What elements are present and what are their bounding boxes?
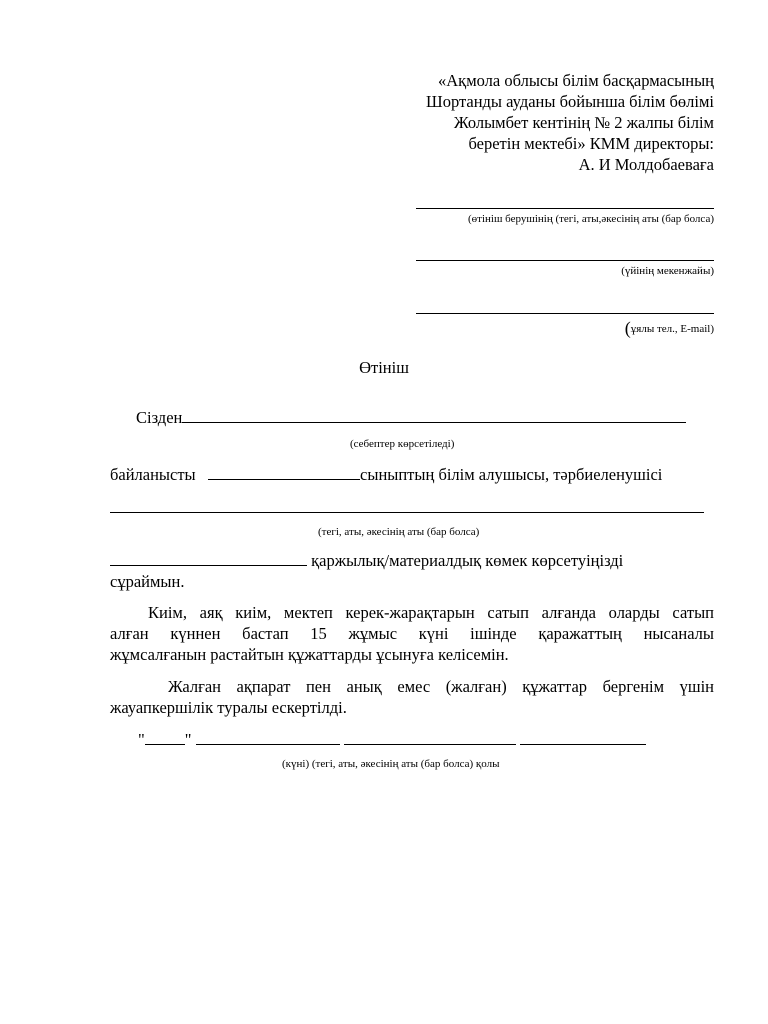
phone-caption-text: ұялы тел., E-mail) — [630, 323, 714, 335]
signature-line[interactable] — [520, 730, 646, 745]
document-title: Өтініш — [359, 358, 409, 377]
para2-line-2: жауапкершілік туралы ескертілді. — [110, 698, 347, 717]
applicant-name-caption: (өтініш берушінің (тегі, аты,әкесінің аты (бар болса) — [467, 213, 714, 225]
request-text: сұраймын. — [110, 572, 185, 591]
reason-line[interactable] — [182, 408, 686, 423]
from-label: Сізден — [136, 408, 183, 427]
phone-email-line[interactable] — [416, 313, 714, 314]
recipient-line-4: беретін мектебі» КММ директоры: — [468, 134, 714, 153]
recipient-line-2: Шортанды ауданы бойынша білім бөлімі — [426, 92, 714, 111]
aid-text: қаржылық/материалдық көмек көрсетуіңізді — [311, 551, 624, 570]
class-line[interactable] — [208, 465, 360, 480]
phone-paren: ( — [624, 318, 631, 338]
from-row — [136, 408, 686, 428]
signer-name-line[interactable] — [344, 730, 516, 745]
para2-line-1: Жалған ақпарат пен анық емес (жалған) құжаттар бергенім үшін — [168, 677, 714, 696]
student-name-line[interactable] — [110, 512, 704, 513]
date-signature-row — [138, 730, 646, 750]
applicant-name-line[interactable] — [416, 208, 714, 209]
address-line[interactable] — [416, 260, 714, 261]
recipient-line-1: «Ақмола облысы білім басқармасының — [438, 71, 714, 90]
class-text: сыныптың білім алушысы, тәрбиеленушісі — [360, 465, 663, 484]
para1-line-2: алған күннен бастап 15 жұмыс күні ішінде қаражаттың нысаналы — [110, 624, 714, 643]
class-row — [110, 465, 662, 485]
date-quote-open: " — [138, 730, 145, 749]
signature-caption: (күні) (тегі, аты, әкесінің аты (бар болса) қолы — [282, 758, 500, 770]
address-caption: (үйінің мекенжайы) — [621, 265, 714, 277]
aid-row — [110, 551, 623, 571]
day-line[interactable] — [145, 730, 185, 745]
recipient-block — [426, 70, 714, 175]
related-label: байланысты — [110, 465, 196, 484]
recipient-line-3: Жолымбет кентінің № 2 жалпы білім — [453, 113, 714, 132]
aid-amount-line[interactable] — [110, 551, 307, 566]
month-year-line[interactable] — [196, 730, 340, 745]
para1-line-1: Киім, аяқ киім, мектеп керек-жарақтарын сатып алғанда оларды сатып — [148, 603, 714, 622]
recipient-line-5: А. И Молдобаеваға — [578, 155, 714, 174]
date-quote-close: " — [184, 730, 192, 749]
phone-email-caption — [625, 318, 714, 339]
paragraph-documents — [110, 602, 714, 665]
paragraph-liability — [110, 676, 714, 718]
student-caption: (тегі, аты, әкесінің аты (бар болса) — [318, 526, 480, 538]
para1-line-3: жұмсалғанын растайтын құжаттарды ұсынуға келісемін. — [110, 645, 509, 664]
reason-caption: (себептер көрсетіледі) — [350, 438, 455, 450]
